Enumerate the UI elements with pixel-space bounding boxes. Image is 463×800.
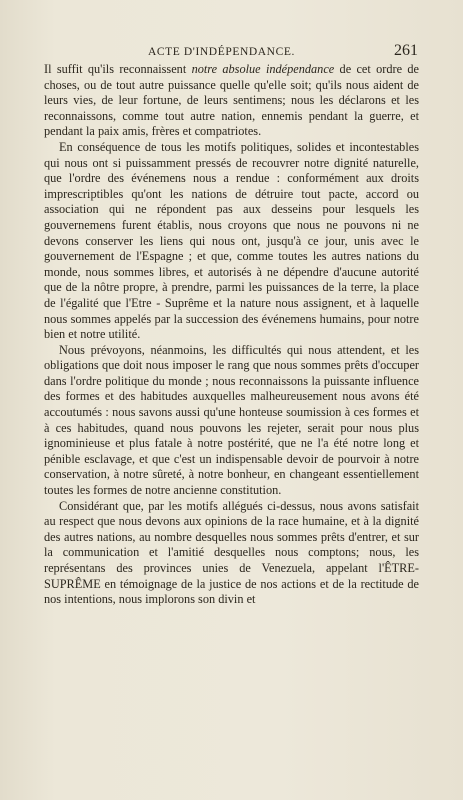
page-number: 261	[394, 42, 418, 59]
paragraph-1-end: de cet ordre de choses, ou de tout autre puissance quelle qu'elle soit; qu'ils nous aident de leurs vies, de leur fortune, de leurs sentimens; nous les déclarons et les reconnaissons, comme tout autre nation, ennemis pendant la guerre, et pendant la paix amis, frères et compatriotes.	[44, 62, 419, 139]
page-header	[148, 42, 418, 60]
paragraph-1-start: Il suffit qu'ils reconnaissent	[44, 62, 192, 76]
paragraph-2: En conséquence de tous les motifs politiques, solides et incontestables qui nous ont si puissamment pressés de recouvrer notre dignité naturelle, que l'ordre des événemens nous a rendue : conformément aux droits imprescriptibles qu'ont les nations de détruire tout pacte, accord ou association qui ne répondent pas aux desseins pour lesquels les gouvernemens furent établis, nous croyons que nous ne pouvons ni ne devons conserver les liens qui nous ont, jusqu'à ce jour, unis avec le gouvernement de l'Espagne ; et que, comme toutes les autres nations du monde, nous sommes libres, et autorisés à ne dépendre d'aucune autorité que de la nôtre propre, à prendre, parmi les puissances de la terre, la place de l'égalité que l'Etre - Suprême et la nature nous assignent, et à laquelle nous sommes appelés par la succession des événemens humains, pour notre bien et notre utilité.	[44, 139, 419, 342]
paragraph-1-emphasis: notre absolue indépendance	[191, 62, 335, 76]
paragraph-4: Considérant que, par les motifs allégués ci-dessus, nous avons satisfait au respect que nous devons aux opinions de la race humaine, et à la dignité des autres nations, au nombre desquelles nous sommes prêts d'entrer, et sur la communication et l'amitié desquelles nous comptons; nous, les représentans des provinces unies de Venezuela, appelant l'ÊTRE-SUPRÊME en témoignage de la justice de nos actions et de la rectitude de nos intentions, nous implorons son divin et	[44, 498, 419, 607]
paragraph-3: Nous prévoyons, néanmoins, les difficultés qui nous attendent, et les obligations que doit nous imposer le rang que nous sommes prêts d'occuper dans l'ordre politique du monde ; nous reconnaissons la puissante influence des formes et des habitudes auxquelles malheureusement nous avons été accoutumés : nous savons aussi qu'une honteuse soumission à ces formes et à ces habitudes, quand nous pouvons les rejeter, serait pour nous plus ignominieuse et plus fatale à notre postérité, que ne l'a été notre long et pénible esclavage, et que c'est un indispensable devoir de pourvoir à notre conservation, à notre sûreté, à notre bonheur, en changeant essentiellement toutes les formes de notre ancienne constitution.	[44, 342, 419, 498]
page-body	[44, 62, 419, 608]
paragraph-1	[44, 62, 419, 140]
running-title: ACTE D'INDÉPENDANCE.	[148, 46, 295, 58]
